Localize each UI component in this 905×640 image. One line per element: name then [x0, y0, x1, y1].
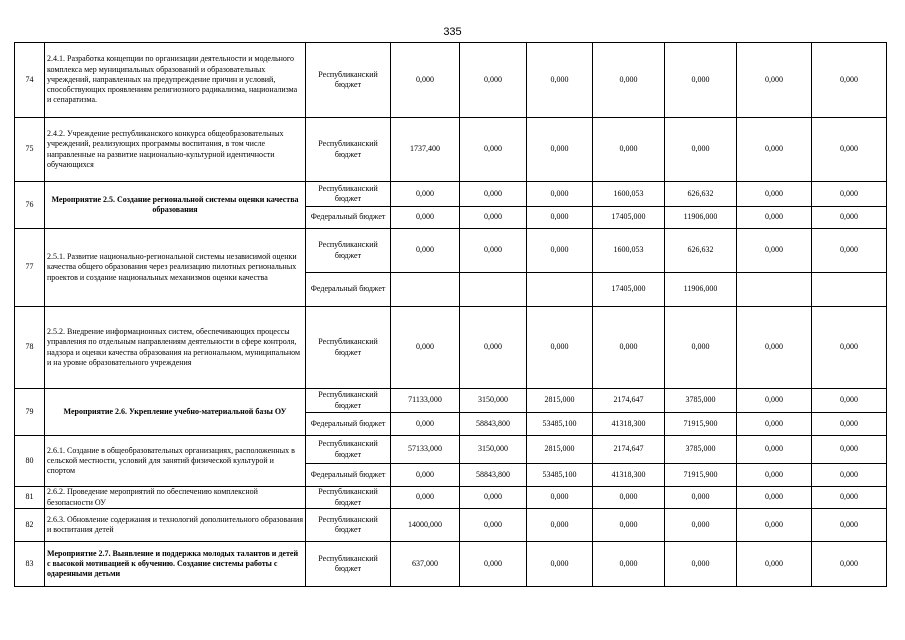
amount-cell: 0,000 — [812, 182, 887, 207]
funding-source: Федеральный бюджет — [306, 273, 391, 307]
amount-cell: 71915,900 — [665, 464, 737, 487]
amount-cell: 0,000 — [460, 542, 527, 587]
table-row — [15, 542, 887, 587]
amount-cell: 53485,100 — [527, 413, 593, 436]
amount-cell: 41318,300 — [593, 464, 665, 487]
amount-cell: 58843,800 — [460, 413, 527, 436]
amount-cell: 11906,000 — [665, 207, 737, 229]
amount-cell: 626,632 — [665, 229, 737, 273]
amount-cell: 0,000 — [737, 487, 812, 509]
amount-cell: 0,000 — [527, 307, 593, 389]
amount-cell: 0,000 — [391, 464, 460, 487]
amount-cell: 0,000 — [593, 43, 665, 118]
amount-cell: 0,000 — [665, 487, 737, 509]
amount-cell: 0,000 — [737, 509, 812, 542]
amount-cell: 0,000 — [812, 487, 887, 509]
amount-cell: 2815,000 — [527, 389, 593, 413]
amount-cell: 0,000 — [593, 509, 665, 542]
amount-cell: 0,000 — [737, 118, 812, 182]
amount-cell: 0,000 — [812, 436, 887, 464]
funding-source: Республиканский бюджет — [306, 487, 391, 509]
amount-cell: 0,000 — [460, 509, 527, 542]
amount-cell: 0,000 — [665, 43, 737, 118]
amount-cell: 0,000 — [593, 487, 665, 509]
amount-cell: 3150,000 — [460, 436, 527, 464]
amount-cell — [391, 273, 460, 307]
amount-cell: 0,000 — [812, 542, 887, 587]
activity-description: 2.5.2. Внедрение информационных систем, обеспечивающих процессы управления по отдельным направлениям деятельности в сфере контроля, надзора и оценки качества образования на региональном, муниципальном и на уровне образовательного учреждения — [45, 307, 306, 389]
amount-cell: 0,000 — [737, 389, 812, 413]
funding-source: Республиканский бюджет — [306, 307, 391, 389]
funding-source: Республиканский бюджет — [306, 436, 391, 464]
amount-cell: 0,000 — [812, 229, 887, 273]
amount-cell: 0,000 — [812, 509, 887, 542]
table-row — [15, 229, 887, 273]
activity-description: Мероприятие 2.5. Создание региональной системы оценки качества образования — [45, 182, 306, 229]
amount-cell: 11906,000 — [665, 273, 737, 307]
activity-description: Мероприятие 2.7. Выявление и поддержка молодых талантов и детей с высокой мотивацией к обучению. Создание системы работы с одаренными детьми — [45, 542, 306, 587]
amount-cell: 0,000 — [812, 43, 887, 118]
amount-cell: 14000,000 — [391, 509, 460, 542]
amount-cell: 0,000 — [665, 118, 737, 182]
funding-source: Республиканский бюджет — [306, 509, 391, 542]
amount-cell: 0,000 — [460, 307, 527, 389]
amount-cell: 2174,647 — [593, 389, 665, 413]
table-row — [15, 307, 887, 389]
row-number: 77 — [15, 229, 45, 307]
amount-cell: 0,000 — [527, 182, 593, 207]
amount-cell: 0,000 — [527, 542, 593, 587]
amount-cell: 0,000 — [737, 436, 812, 464]
amount-cell: 0,000 — [665, 307, 737, 389]
amount-cell — [812, 273, 887, 307]
activity-description: 2.4.1. Разработка концепции по организации деятельности и модельного комплекса мер муниципальных образований и образовательных учреждений, направленных на предупреждение причин и условий, способствующих проявлениям религиозного радикализма, национализма и сепаратизма. — [45, 43, 306, 118]
table-row — [15, 436, 887, 464]
amount-cell: 0,000 — [460, 43, 527, 118]
amount-cell: 0,000 — [460, 118, 527, 182]
table-row — [15, 182, 887, 207]
amount-cell: 637,000 — [391, 542, 460, 587]
activity-description: 2.5.1. Развитие национально-региональной системы независимой оценки качества общего образования через реализацию пилотных региональных проектов и создание национальных механизмов оценки качества — [45, 229, 306, 307]
table-row — [15, 389, 887, 413]
amount-cell: 3785,000 — [665, 389, 737, 413]
amount-cell: 0,000 — [391, 307, 460, 389]
amount-cell: 0,000 — [593, 118, 665, 182]
table-row — [15, 487, 887, 509]
amount-cell: 0,000 — [527, 229, 593, 273]
amount-cell: 626,632 — [665, 182, 737, 207]
amount-cell: 3785,000 — [665, 436, 737, 464]
activity-description: 2.4.2. Учреждение республиканского конкурса общеобразовательных учреждений, реализующих программы воспитания, в том числе направленные на развитие национально-культурной идентичности обучающихся — [45, 118, 306, 182]
funding-source: Республиканский бюджет — [306, 182, 391, 207]
amount-cell: 0,000 — [812, 413, 887, 436]
funding-source: Республиканский бюджет — [306, 43, 391, 118]
amount-cell: 0,000 — [737, 542, 812, 587]
table-row — [15, 43, 887, 118]
amount-cell: 0,000 — [460, 487, 527, 509]
amount-cell: 17405,000 — [593, 273, 665, 307]
amount-cell: 1737,400 — [391, 118, 460, 182]
amount-cell: 0,000 — [593, 542, 665, 587]
amount-cell: 2174,647 — [593, 436, 665, 464]
row-number: 82 — [15, 509, 45, 542]
row-number: 83 — [15, 542, 45, 587]
funding-source: Республиканский бюджет — [306, 118, 391, 182]
amount-cell: 0,000 — [812, 464, 887, 487]
funding-source: Республиканский бюджет — [306, 542, 391, 587]
row-number: 75 — [15, 118, 45, 182]
amount-cell: 57133,000 — [391, 436, 460, 464]
amount-cell — [460, 273, 527, 307]
amount-cell: 71133,000 — [391, 389, 460, 413]
activity-description: 2.6.3. Обновление содержания и технологий дополнительного образования и воспитания детей — [45, 509, 306, 542]
row-number: 80 — [15, 436, 45, 487]
activity-description: Мероприятие 2.6. Укрепление учебно-материальной базы ОУ — [45, 389, 306, 436]
amount-cell: 0,000 — [665, 509, 737, 542]
budget-table — [14, 42, 887, 587]
activity-description: 2.6.1. Создание в общеобразовательных организациях, расположенных в сельской местности, условий для занятий физической культурой и спортом — [45, 436, 306, 487]
amount-cell — [737, 273, 812, 307]
table-row — [15, 509, 887, 542]
amount-cell: 0,000 — [391, 182, 460, 207]
amount-cell: 17405,000 — [593, 207, 665, 229]
amount-cell: 0,000 — [391, 207, 460, 229]
amount-cell: 3150,000 — [460, 389, 527, 413]
amount-cell: 71915,900 — [665, 413, 737, 436]
amount-cell: 0,000 — [391, 43, 460, 118]
funding-source: Федеральный бюджет — [306, 207, 391, 229]
amount-cell: 0,000 — [812, 307, 887, 389]
table-row — [15, 118, 887, 182]
amount-cell: 0,000 — [737, 182, 812, 207]
row-number: 74 — [15, 43, 45, 118]
row-number: 81 — [15, 487, 45, 509]
amount-cell: 0,000 — [737, 307, 812, 389]
amount-cell: 0,000 — [460, 207, 527, 229]
amount-cell: 0,000 — [527, 487, 593, 509]
amount-cell: 0,000 — [593, 307, 665, 389]
row-number: 76 — [15, 182, 45, 229]
amount-cell: 0,000 — [460, 182, 527, 207]
row-number: 78 — [15, 307, 45, 389]
amount-cell: 53485,100 — [527, 464, 593, 487]
amount-cell: 0,000 — [737, 229, 812, 273]
page-number: 335 — [443, 26, 462, 38]
amount-cell — [527, 273, 593, 307]
amount-cell: 0,000 — [737, 207, 812, 229]
activity-description: 2.6.2. Проведение мероприятий по обеспечению комплексной безопасности ОУ — [45, 487, 306, 509]
funding-source: Республиканский бюджет — [306, 229, 391, 273]
amount-cell: 58843,800 — [460, 464, 527, 487]
funding-source: Республиканский бюджет — [306, 389, 391, 413]
funding-source: Федеральный бюджет — [306, 413, 391, 436]
amount-cell: 0,000 — [737, 43, 812, 118]
amount-cell: 0,000 — [527, 43, 593, 118]
amount-cell: 0,000 — [812, 389, 887, 413]
amount-cell: 0,000 — [812, 118, 887, 182]
row-number: 79 — [15, 389, 45, 436]
amount-cell: 0,000 — [460, 229, 527, 273]
amount-cell: 0,000 — [737, 413, 812, 436]
funding-source: Федеральный бюджет — [306, 464, 391, 487]
amount-cell: 0,000 — [665, 542, 737, 587]
amount-cell: 0,000 — [812, 207, 887, 229]
amount-cell: 0,000 — [527, 207, 593, 229]
amount-cell: 0,000 — [527, 509, 593, 542]
amount-cell: 41318,300 — [593, 413, 665, 436]
amount-cell: 1600,053 — [593, 229, 665, 273]
amount-cell: 0,000 — [391, 229, 460, 273]
amount-cell: 2815,000 — [527, 436, 593, 464]
amount-cell: 0,000 — [737, 464, 812, 487]
amount-cell: 0,000 — [391, 413, 460, 436]
amount-cell: 0,000 — [527, 118, 593, 182]
amount-cell: 0,000 — [391, 487, 460, 509]
amount-cell: 1600,053 — [593, 182, 665, 207]
